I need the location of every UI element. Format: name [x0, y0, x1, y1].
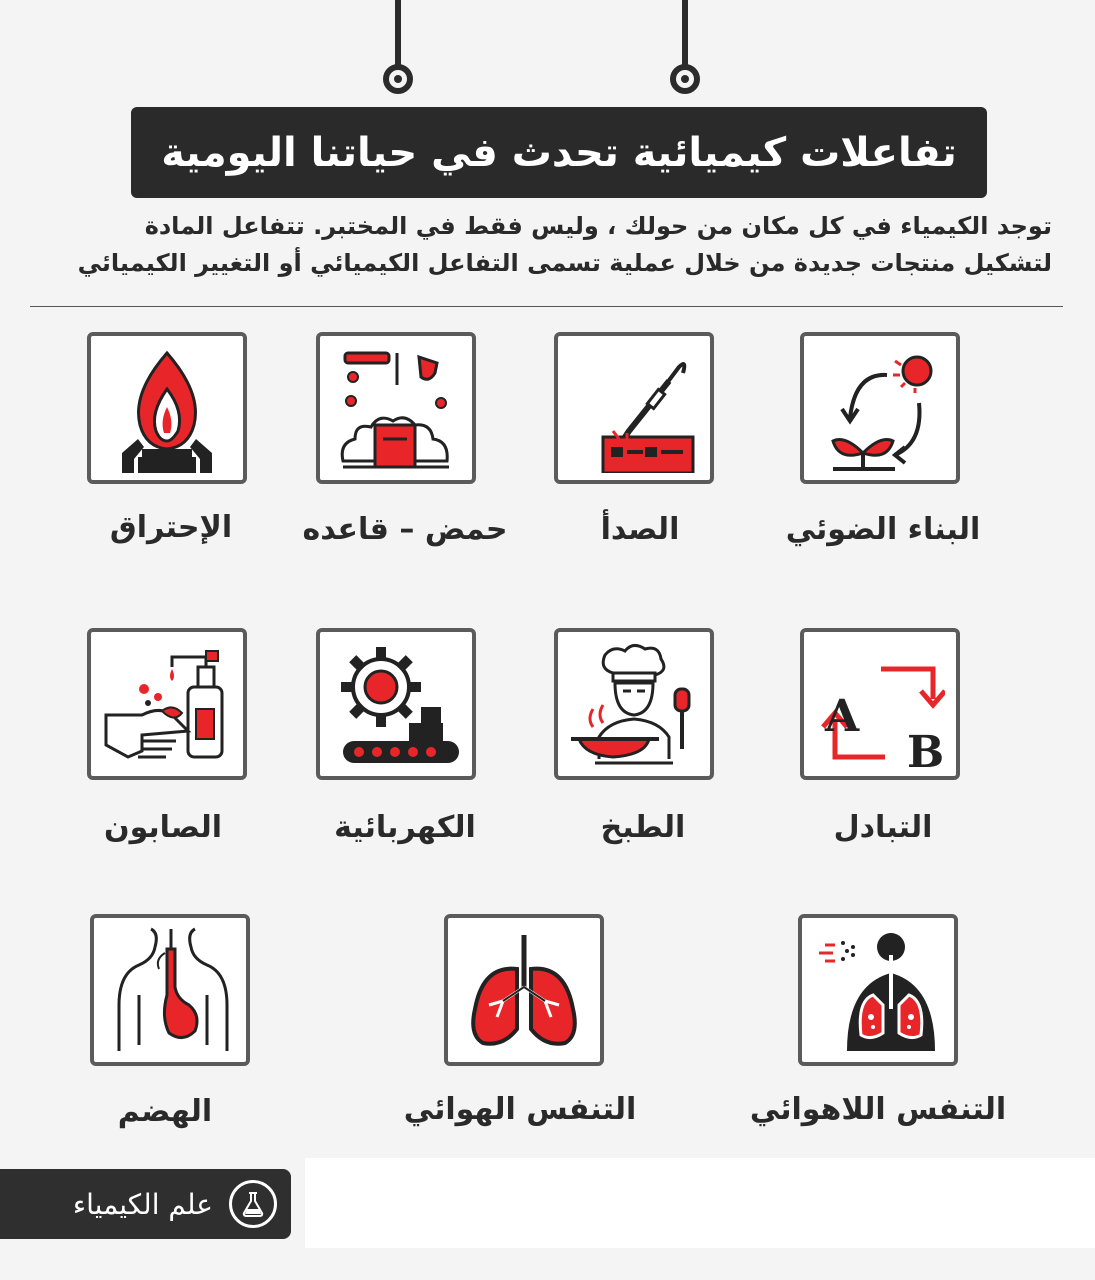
hanger-right-ring [670, 64, 700, 94]
label-cooking: الطبخ [600, 810, 686, 845]
label-electrical: الكهربائية [334, 810, 476, 845]
label-exchange: التبادل [833, 810, 933, 845]
gear-conveyor-icon [331, 639, 461, 769]
divider [30, 306, 1063, 307]
label-rust: الصدأ [600, 512, 680, 547]
hanger-left [395, 0, 401, 70]
handwash-icon [102, 639, 232, 769]
label-aerobic: التنفس الهوائي [403, 1092, 637, 1127]
photosynthesis-icon [815, 343, 945, 473]
exchange-icon [815, 639, 945, 769]
letter-a: A [825, 691, 860, 742]
card-electrical [316, 628, 476, 780]
card-soap [87, 628, 247, 780]
card-aerobic [444, 914, 604, 1066]
card-digestion [90, 914, 250, 1066]
label-photosynthesis: البناء الضوئي [785, 512, 981, 547]
acid-base-icon [331, 343, 461, 473]
brand-badge [0, 1169, 291, 1239]
page-title: تفاعلات كيميائية تحدث في حياتنا اليومية [131, 107, 987, 198]
card-cooking [554, 628, 714, 780]
intro-text [30, 208, 1052, 282]
label-combustion: الإحتراق [109, 510, 233, 545]
label-anaerobic: التنفس اللاهوائي [749, 1092, 1007, 1127]
footer-blank-area [305, 1158, 1095, 1248]
hanger-right [682, 0, 688, 70]
letter-b: B [907, 727, 945, 769]
card-anaerobic [798, 914, 958, 1066]
brand-name: علم الكيمياء [72, 1187, 213, 1221]
card-rust [554, 332, 714, 484]
label-acid-base: حمض – قاعده [302, 512, 508, 547]
anaerobic-respiration-icon [813, 925, 943, 1055]
intro-line-2: لتشكيل منتجات جديدة من خلال عملية تسمى التفاعل الكيميائي أو التغيير الكيميائي [77, 249, 1052, 277]
digestion-icon [105, 925, 235, 1055]
flame-icon [102, 343, 232, 473]
hanger-left-ring [383, 64, 413, 94]
lungs-icon [459, 925, 589, 1055]
label-digestion: الهضم [117, 1094, 213, 1129]
card-photosynthesis [800, 332, 960, 484]
chef-icon [569, 639, 699, 769]
card-acid-base [316, 332, 476, 484]
card-exchange [800, 628, 960, 780]
label-soap: الصابون [103, 810, 223, 845]
intro-line-1: توجد الكيمياء في كل مكان من حولك ، وليس فقط في المختبر. تتفاعل المادة [144, 212, 1052, 240]
flask-icon [229, 1180, 277, 1228]
card-combustion [87, 332, 247, 484]
rust-icon [569, 343, 699, 473]
